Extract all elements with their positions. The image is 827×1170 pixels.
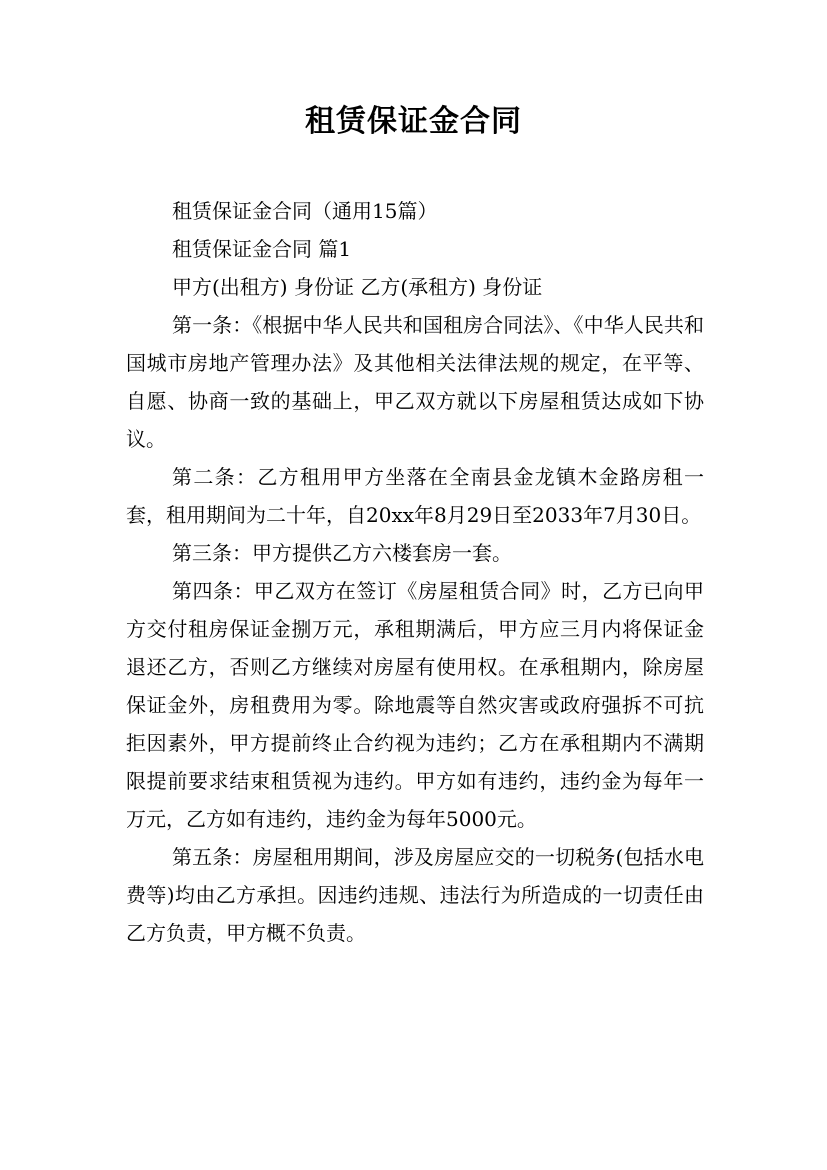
paragraph-article-3: 第三条：甲方提供乙方六楼套房一套。: [172, 541, 512, 565]
document-body: [126, 192, 704, 952]
paragraph-article-2: 第二条：乙方租用甲方坐落在全南县金龙镇木金路房租一套，租用期间为二十年，自20xx年8月29日至2033年7月30日。: [126, 465, 704, 527]
document-title: 租赁保证金合同: [305, 104, 522, 139]
paragraph-article-4: 第四条：甲乙双方在签订《房屋租赁合同》时，乙方已向甲方交付租房保证金捌万元，承租期满后，甲方应三月内将保证金退还乙方，否则乙方继续对房屋有使用权。在承租期内，除房屋保证金外，房租费用为零。除地震等自然灾害或政府强拆不可抗拒因素外，甲方提前终止合约视为违约；乙方在承租期内不满期限提前要求结束租赁视为违约。甲方如有违约，违约金为每年一万元，乙方如有违约，违约金为每年5000元。: [126, 579, 704, 831]
paragraph-parties: 甲方(出租方) 身份证 乙方(承租方) 身份证: [172, 275, 543, 299]
paragraph-subtitle: 租赁保证金合同（通用15篇）: [172, 199, 438, 223]
paragraph-section-heading: 租赁保证金合同 篇1: [172, 237, 352, 261]
paragraph-article-1: 第一条：《根据中华人民共和国租房合同法》、《中华人民共和国城市房地产管理办法》及其他相关法律法规的规定，在平等、自愿、协商一致的基础上，甲乙双方就以下房屋租赁达成如下协议。: [126, 313, 704, 451]
paragraph-article-5: 第五条：房屋租用期间，涉及房屋应交的一切税务(包括水电费等)均由乙方承担。因违约违规、违法行为所造成的一切责任由乙方负责，甲方概不负责。: [126, 845, 704, 945]
